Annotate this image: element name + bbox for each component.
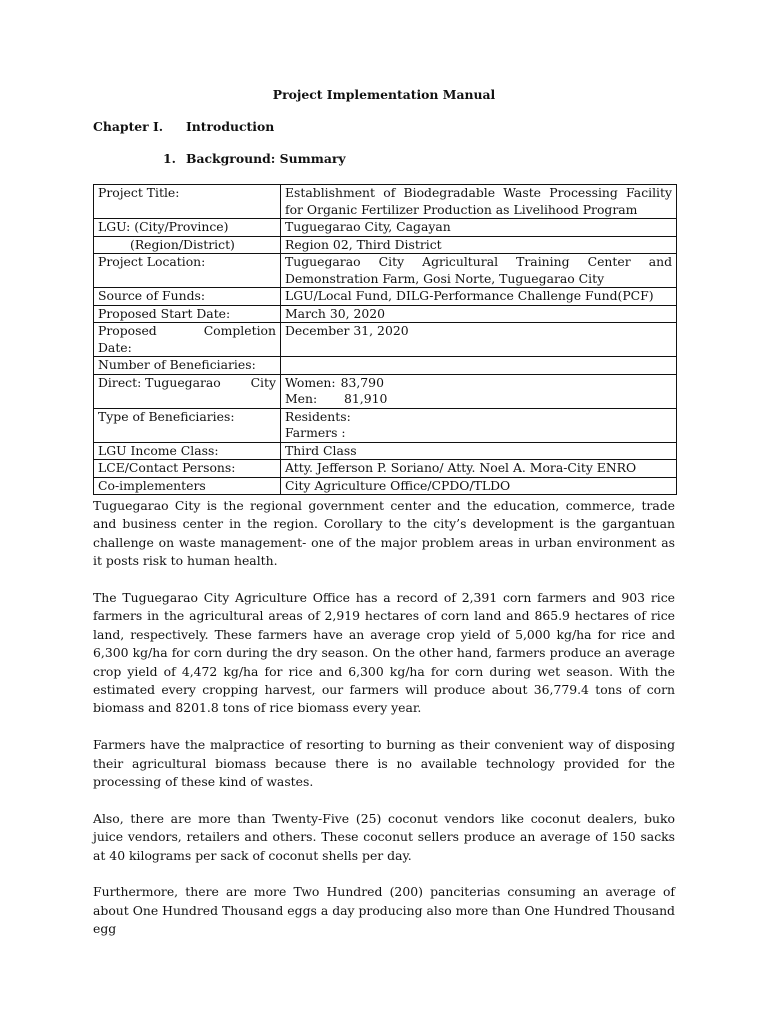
type-label: Type of Beneficiaries: (94, 408, 281, 442)
paragraph: Farmers have the malpractice of resorting to burning as their convenient way of disposing their agricultural biomass because there is no available technology provided for the processing of these kind of wastes. (93, 737, 675, 790)
section-number: 1. (163, 151, 176, 166)
completion-date-label (94, 323, 281, 357)
location-line: Tuguegarao City Agricultural Training Center and (285, 254, 672, 269)
table-row (94, 460, 677, 478)
project-title-label: Project Title: (94, 185, 281, 219)
chapter-title: Introduction (186, 119, 275, 134)
chapter-heading (93, 119, 274, 134)
table-row (94, 323, 677, 357)
paragraph: Also, there are more than Twenty-Five (25) coconut vendors like coconut dealers, buko juice vendors, retailers and others. These coconut sellers produce an average of 150 sacks at 40 kilograms per sack of coconut shells per day. (93, 810, 675, 863)
lgu-value: Tuguegarao City, Cagayan (281, 219, 677, 237)
project-title-value (281, 185, 677, 219)
chapter-number: Chapter I. (93, 119, 164, 134)
completion-label-word: Date: (98, 339, 132, 355)
completion-label-word: Completion (203, 323, 276, 338)
type-value (281, 408, 677, 442)
beneficiaries-label: Number of Beneficiaries: (94, 357, 281, 375)
document-title: Project Implementation Manual (272, 87, 496, 102)
project-title-line: for Organic Fertilizer Production as Livelihood Program (285, 201, 638, 217)
men-label: Men: (285, 391, 318, 406)
direct-value (281, 374, 677, 408)
paragraph: Furthermore, there are more Two Hundred (200) panciterias consuming an average of about One Hundred Thousand eggs a day producing also more than One Hundred Thousand egg (93, 884, 675, 937)
table-row (94, 236, 677, 254)
direct-label-text: City (250, 374, 276, 390)
table-row (94, 305, 677, 323)
completion-label-word: Proposed (98, 323, 157, 338)
location-line: Demonstration Farm, Gosi Norte, Tuguegarao City (285, 270, 605, 286)
table-row (94, 357, 677, 375)
table-row (94, 219, 677, 237)
income-class-label: LGU Income Class: (94, 442, 281, 460)
start-date-label: Proposed Start Date: (94, 305, 281, 323)
income-class-value: Third Class (281, 442, 677, 460)
type-value-line: Farmers : (285, 425, 346, 440)
paragraph: Tuguegarao City is the regional government center and the education, commerce, trade and business center in the region. Corollary to the city’s development is the gargantuan challenge on waste management- one of the major problem areas in urban environment as it posts risk to human health. (93, 498, 675, 569)
women-label: Women: (285, 374, 336, 390)
lgu-label: LGU: (City/Province) (94, 219, 281, 237)
funds-value: LGU/Local Fund, DILG-Performance Challenge Fund(PCF) (281, 288, 677, 306)
completion-date-value: December 31, 2020 (281, 323, 677, 357)
type-value-line: Residents: (285, 408, 351, 424)
coimplementers-value: City Agriculture Office/CPDO/TLDO (281, 477, 677, 495)
beneficiaries-value (281, 357, 677, 375)
project-title-line: Establishment of Biodegradable Waste Processing Facility (285, 185, 672, 200)
location-label: Project Location: (94, 254, 281, 288)
table-row (94, 254, 677, 288)
funds-label: Source of Funds: (94, 288, 281, 306)
contact-value: Atty. Jefferson P. Soriano/ Atty. Noel A. Mora-City ENRO (281, 460, 677, 478)
section-heading (163, 151, 346, 166)
table-row (94, 477, 677, 495)
contact-label: LCE/Contact Persons: (94, 460, 281, 478)
document-body (93, 497, 675, 957)
table-row (94, 288, 677, 306)
region-value: Region 02, Third District (281, 236, 677, 254)
coimplementers-label: Co-implementers (94, 477, 281, 495)
direct-label (94, 374, 281, 408)
direct-label-text: Direct: Tuguegarao (98, 374, 221, 390)
table-row (94, 374, 677, 408)
section-title: Background: Summary (186, 151, 346, 166)
region-label: (Region/District) (94, 236, 281, 254)
table-row (94, 408, 677, 442)
project-summary-table (93, 184, 677, 495)
start-date-value: March 30, 2020 (281, 305, 677, 323)
men-value: 81,910 (344, 391, 388, 406)
location-value (281, 254, 677, 288)
paragraph: The Tuguegarao City Agriculture Office has a record of 2,391 corn farmers and 903 rice farmers in the agricultural areas of 2,919 hectares of corn land and 865.9 hectares of rice land, respectively. These farmers have an average crop yield of 5,000 kg/ha for rice and 6,300 kg/ha for corn during the dry season. On the other hand, farmers produce an average crop yield of 4,472 kg/ha for rice and 6,300 kg/ha for corn during wet season. With the estimated every cropping harvest, our farmers will produce about 36,779.4 tons of corn biomass and 8201.8 tons of rice biomass every year. (93, 590, 675, 716)
table-row (94, 442, 677, 460)
women-value: 83,790 (340, 374, 384, 390)
table-row (94, 185, 677, 219)
